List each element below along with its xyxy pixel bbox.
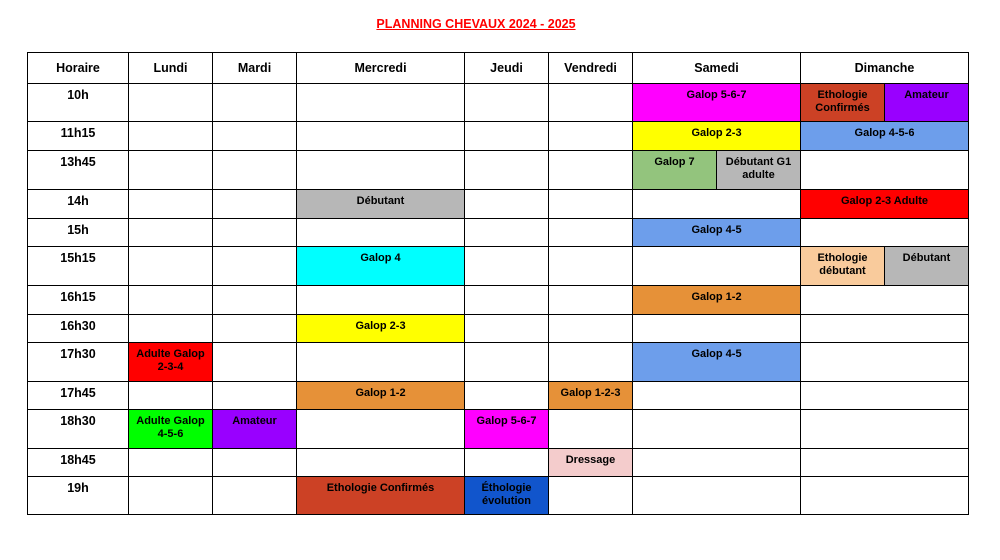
empty-cell — [465, 84, 549, 122]
event-cell: Amateur — [213, 410, 297, 449]
time-label: 10h — [28, 84, 129, 122]
header-samedi: Samedi — [633, 53, 801, 84]
empty-cell — [549, 315, 633, 343]
time-label: 17h30 — [28, 343, 129, 382]
time-label: 16h15 — [28, 286, 129, 315]
empty-cell — [129, 151, 213, 190]
empty-cell — [549, 286, 633, 315]
empty-cell — [129, 122, 213, 151]
empty-cell — [213, 247, 297, 286]
time-label: 16h30 — [28, 315, 129, 343]
schedule-row — [28, 151, 969, 190]
schedule-row — [28, 315, 969, 343]
empty-cell — [213, 190, 297, 219]
empty-cell — [801, 286, 969, 315]
empty-cell — [633, 449, 801, 477]
event-cell: Galop 1-2 — [297, 382, 465, 410]
empty-cell — [801, 151, 969, 190]
event-cell: Galop 1-2-3 — [549, 382, 633, 410]
empty-cell — [801, 449, 969, 477]
empty-cell — [549, 122, 633, 151]
empty-cell — [549, 343, 633, 382]
time-label: 18h30 — [28, 410, 129, 449]
empty-cell — [129, 382, 213, 410]
empty-cell — [129, 219, 213, 247]
header-mercredi: Mercredi — [297, 53, 465, 84]
page-title: PLANNING CHEVAUX 2024 - 2025 — [376, 17, 576, 31]
schedule-row — [28, 84, 969, 122]
event-cell: Adulte Galop 4-5-6 — [129, 410, 213, 449]
header-vendredi: Vendredi — [549, 53, 633, 84]
empty-cell — [213, 449, 297, 477]
schedule-row — [28, 286, 969, 315]
schedule-row — [28, 219, 969, 247]
time-label: 13h45 — [28, 151, 129, 190]
empty-cell — [213, 122, 297, 151]
event-cell: Débutant — [297, 190, 465, 219]
event-cell: Galop 2-3 — [297, 315, 465, 343]
empty-cell — [465, 286, 549, 315]
empty-cell — [129, 449, 213, 477]
empty-cell — [465, 219, 549, 247]
empty-cell — [633, 477, 801, 515]
empty-cell — [465, 190, 549, 219]
empty-cell — [129, 477, 213, 515]
empty-cell — [549, 219, 633, 247]
event-cell: Débutant — [885, 247, 969, 286]
schedule-row — [28, 190, 969, 219]
time-label: 15h — [28, 219, 129, 247]
empty-cell — [633, 247, 801, 286]
event-cell: Galop 4-5 — [633, 343, 801, 382]
event-cell: Éthologie évolution — [465, 477, 549, 515]
empty-cell — [129, 84, 213, 122]
time-label: 11h15 — [28, 122, 129, 151]
empty-cell — [549, 84, 633, 122]
empty-cell — [801, 382, 969, 410]
event-cell: Galop 4-5 — [633, 219, 801, 247]
empty-cell — [549, 190, 633, 219]
event-cell: Galop 7 — [633, 151, 717, 190]
empty-cell — [801, 410, 969, 449]
empty-cell — [465, 343, 549, 382]
header-dimanche: Dimanche — [801, 53, 969, 84]
empty-cell — [297, 151, 465, 190]
event-cell: Débutant G1 adulte — [717, 151, 801, 190]
event-cell: Ethologie Confirmés — [297, 477, 465, 515]
empty-cell — [297, 219, 465, 247]
time-label: 15h15 — [28, 247, 129, 286]
schedule-row — [28, 122, 969, 151]
event-cell: Dressage — [549, 449, 633, 477]
empty-cell — [129, 190, 213, 219]
schedule-row — [28, 449, 969, 477]
empty-cell — [297, 286, 465, 315]
empty-cell — [549, 477, 633, 515]
empty-cell — [465, 151, 549, 190]
empty-cell — [297, 410, 465, 449]
empty-cell — [129, 247, 213, 286]
schedule-row — [28, 343, 969, 382]
empty-cell — [801, 477, 969, 515]
time-label: 18h45 — [28, 449, 129, 477]
event-cell: Galop 5-6-7 — [633, 84, 801, 122]
empty-cell — [213, 151, 297, 190]
event-cell: Adulte Galop 2-3-4 — [129, 343, 213, 382]
empty-cell — [633, 315, 801, 343]
event-cell: Galop 4 — [297, 247, 465, 286]
schedule-row — [28, 382, 969, 410]
header-lundi: Lundi — [129, 53, 213, 84]
empty-cell — [633, 410, 801, 449]
schedule-row — [28, 247, 969, 286]
empty-cell — [465, 247, 549, 286]
header-row — [28, 53, 969, 84]
event-cell: Galop 4-5-6 — [801, 122, 969, 151]
empty-cell — [213, 477, 297, 515]
empty-cell — [129, 315, 213, 343]
empty-cell — [465, 122, 549, 151]
empty-cell — [213, 315, 297, 343]
empty-cell — [801, 343, 969, 382]
empty-cell — [297, 449, 465, 477]
schedule-row — [28, 410, 969, 449]
time-label: 14h — [28, 190, 129, 219]
event-cell: Ethologie débutant — [801, 247, 885, 286]
event-cell: Galop 2-3 Adulte — [801, 190, 969, 219]
event-cell: Ethologie Confirmés — [801, 84, 885, 122]
event-cell: Galop 1-2 — [633, 286, 801, 315]
empty-cell — [465, 382, 549, 410]
empty-cell — [801, 315, 969, 343]
empty-cell — [297, 343, 465, 382]
header-jeudi: Jeudi — [465, 53, 549, 84]
empty-cell — [297, 84, 465, 122]
empty-cell — [213, 343, 297, 382]
empty-cell — [297, 122, 465, 151]
empty-cell — [213, 84, 297, 122]
schedule-table — [27, 52, 969, 515]
empty-cell — [213, 286, 297, 315]
schedule-row — [28, 477, 969, 515]
empty-cell — [549, 410, 633, 449]
time-label: 17h45 — [28, 382, 129, 410]
empty-cell — [465, 449, 549, 477]
empty-cell — [213, 219, 297, 247]
empty-cell — [129, 286, 213, 315]
event-cell: Galop 5-6-7 — [465, 410, 549, 449]
event-cell: Galop 2-3 — [633, 122, 801, 151]
event-cell: Amateur — [885, 84, 969, 122]
empty-cell — [549, 247, 633, 286]
header-horaire: Horaire — [28, 53, 129, 84]
header-mardi: Mardi — [213, 53, 297, 84]
empty-cell — [801, 219, 969, 247]
empty-cell — [633, 382, 801, 410]
time-label: 19h — [28, 477, 129, 515]
empty-cell — [213, 382, 297, 410]
empty-cell — [549, 151, 633, 190]
empty-cell — [465, 315, 549, 343]
empty-cell — [633, 190, 801, 219]
